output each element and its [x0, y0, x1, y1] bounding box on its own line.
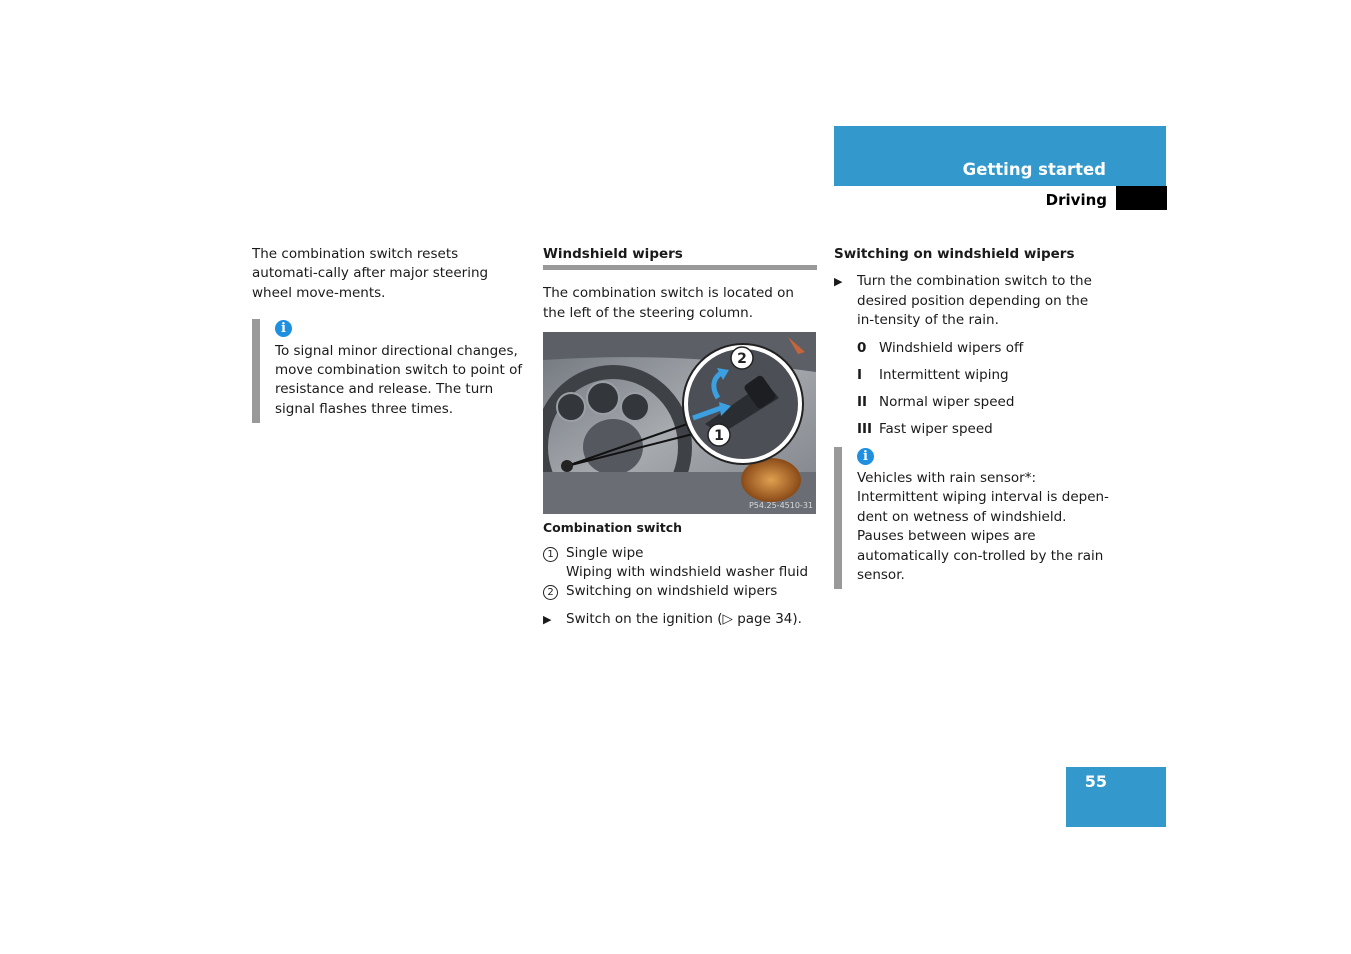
- wiper-positions: [834, 339, 1108, 447]
- legend-list: [543, 544, 817, 602]
- triangle-right-icon: ▶: [543, 612, 552, 626]
- wiper-position-item: [834, 393, 1108, 420]
- info-text: To signal minor directional changes, move combination switch to point of resistance and release. The turn signal flashes three times.: [275, 342, 523, 417]
- figure-code: P54.25-4510-31: [748, 501, 813, 511]
- column-1: [252, 245, 527, 423]
- step-text: Switch on the ignition (▷ page 34).: [566, 610, 802, 627]
- info-box: [252, 319, 527, 423]
- step-text: Turn the combination switch to the desired position depending on the in-tensity of the rain.: [857, 273, 1092, 329]
- triangle-right-icon: ▶: [834, 275, 843, 289]
- intro-paragraph: The combination switch resets automati-cally after major steering wheel move-ments.: [252, 246, 489, 301]
- column-3: [834, 245, 1108, 589]
- step-item: [543, 610, 817, 629]
- figure-caption: Combination switch: [543, 520, 683, 536]
- subsection-marker: [1116, 186, 1167, 210]
- position-label: Normal wiper speed: [879, 393, 1015, 410]
- subsection-title: Driving: [1045, 191, 1107, 209]
- combination-switch-image: [543, 332, 816, 514]
- legend-line: Wiping with windshield washer fluid: [566, 564, 809, 581]
- wiper-position-item: [834, 366, 1108, 393]
- position-label: Intermittent wiping: [879, 366, 1009, 383]
- position-symbol: III: [857, 420, 873, 437]
- legend-line: Switching on windshield wipers: [566, 583, 778, 600]
- legend-item: [543, 582, 817, 601]
- number-circle: 2: [543, 585, 558, 600]
- info-icon: i: [857, 448, 874, 465]
- step-item: [834, 272, 1107, 330]
- intro-paragraph: The combination switch is located on the left of the steering column.: [543, 285, 794, 321]
- page-number: 55: [1084, 772, 1107, 791]
- legend-item: [543, 544, 817, 583]
- section-heading: Windshield wipers: [543, 245, 817, 270]
- wiper-position-item: [834, 420, 1108, 447]
- wiper-position-item: [834, 339, 1108, 366]
- figure-label-1: 1: [714, 428, 724, 445]
- info-icon: i: [275, 320, 292, 337]
- info-text: Vehicles with rain sensor*: Intermittent wiping interval is depen-dent on wetness of windshield. Pauses between wipes are automatically con-trolled by the rain sensor.: [857, 470, 1109, 584]
- position-symbol: 0: [857, 339, 867, 356]
- figure-label-2: 2: [737, 351, 747, 368]
- info-box: [834, 447, 1109, 590]
- dashboard-illustration: [543, 332, 816, 514]
- section-heading: Switching on windshield wipers: [834, 246, 1075, 262]
- legend-line: Single wipe: [566, 544, 644, 561]
- position-label: Windshield wipers off: [879, 339, 1024, 356]
- section-title: Getting started: [962, 160, 1106, 179]
- number-circle: 1: [543, 547, 558, 562]
- position-symbol: II: [857, 393, 868, 410]
- position-label: Fast wiper speed: [879, 420, 993, 437]
- column-2: [543, 245, 817, 629]
- position-symbol: I: [857, 366, 863, 383]
